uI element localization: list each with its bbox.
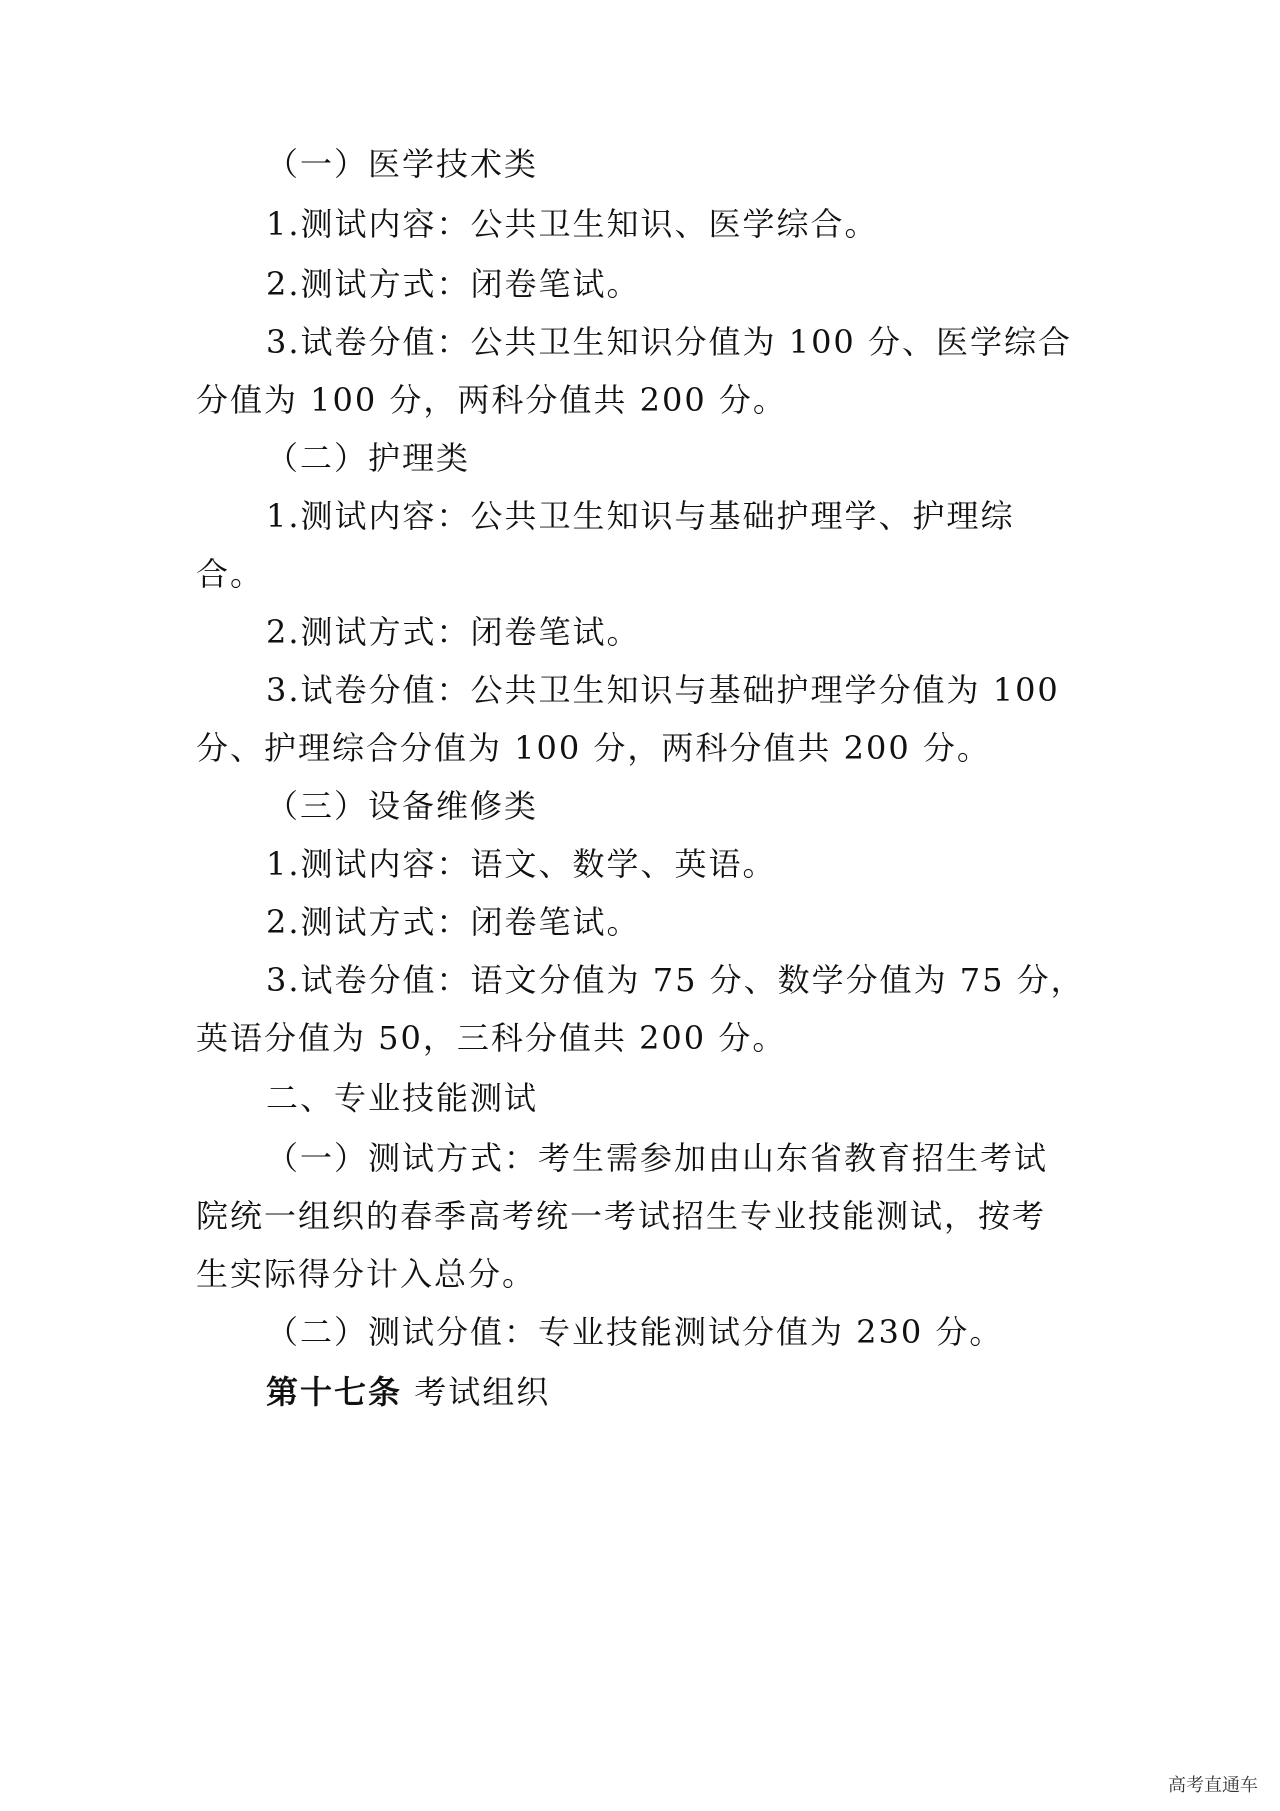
paragraph-line: 2.测试方式：闭卷笔试。 [266,265,641,303]
paragraph-line: 院统一组织的春季高考统一考试招生专业技能测试，按考 [196,1197,1047,1235]
section-heading-skills-test: 二、专业技能测试 [266,1079,539,1117]
section-heading-nursing: （二）护理类 [266,439,471,477]
paragraph-line: 英语分值为 50，三科分值共 200 分。 [196,1019,787,1057]
paragraph-line: （一）测试方式：考生需参加由山东省教育招生考试 [266,1139,1049,1177]
paragraph-line: 分值为 100 分，两科分值共 200 分。 [196,381,787,419]
article-number: 第十七条 [266,1373,403,1411]
article-heading [266,1372,1166,1412]
article-title: 考试组织 [414,1373,551,1411]
paragraph-line: 3.试卷分值：语文分值为 75 分、数学分值为 75 分， [266,961,1085,999]
paragraph-line: 合。 [196,555,265,593]
paragraph-line: 3.试卷分值：公共卫生知识与基础护理学分值为 100 [266,671,1060,709]
paragraph-line: 1.测试内容：公共卫生知识、医学综合。 [266,205,879,243]
paragraph-line: 1.测试内容：语文、数学、英语。 [266,845,777,883]
paragraph-line: 3.试卷分值：公共卫生知识分值为 100 分、医学综合 [266,323,1072,361]
paragraph-line: 1.测试内容：公共卫生知识与基础护理学、护理综 [266,497,1015,535]
watermark: 高考直通车 [1168,1775,1258,1796]
paragraph-line: 分、护理综合分值为 100 分，两科分值共 200 分。 [196,729,991,767]
section-heading-equipment: （三）设备维修类 [266,787,539,825]
paragraph-line: （二）测试分值：专业技能测试分值为 230 分。 [266,1313,1004,1351]
section-heading-medical-tech: （一）医学技术类 [266,145,539,183]
paragraph-line: 2.测试方式：闭卷笔试。 [266,903,641,941]
paragraph-line: 生实际得分计入总分。 [196,1255,537,1293]
paragraph-line: 2.测试方式：闭卷笔试。 [266,613,641,651]
